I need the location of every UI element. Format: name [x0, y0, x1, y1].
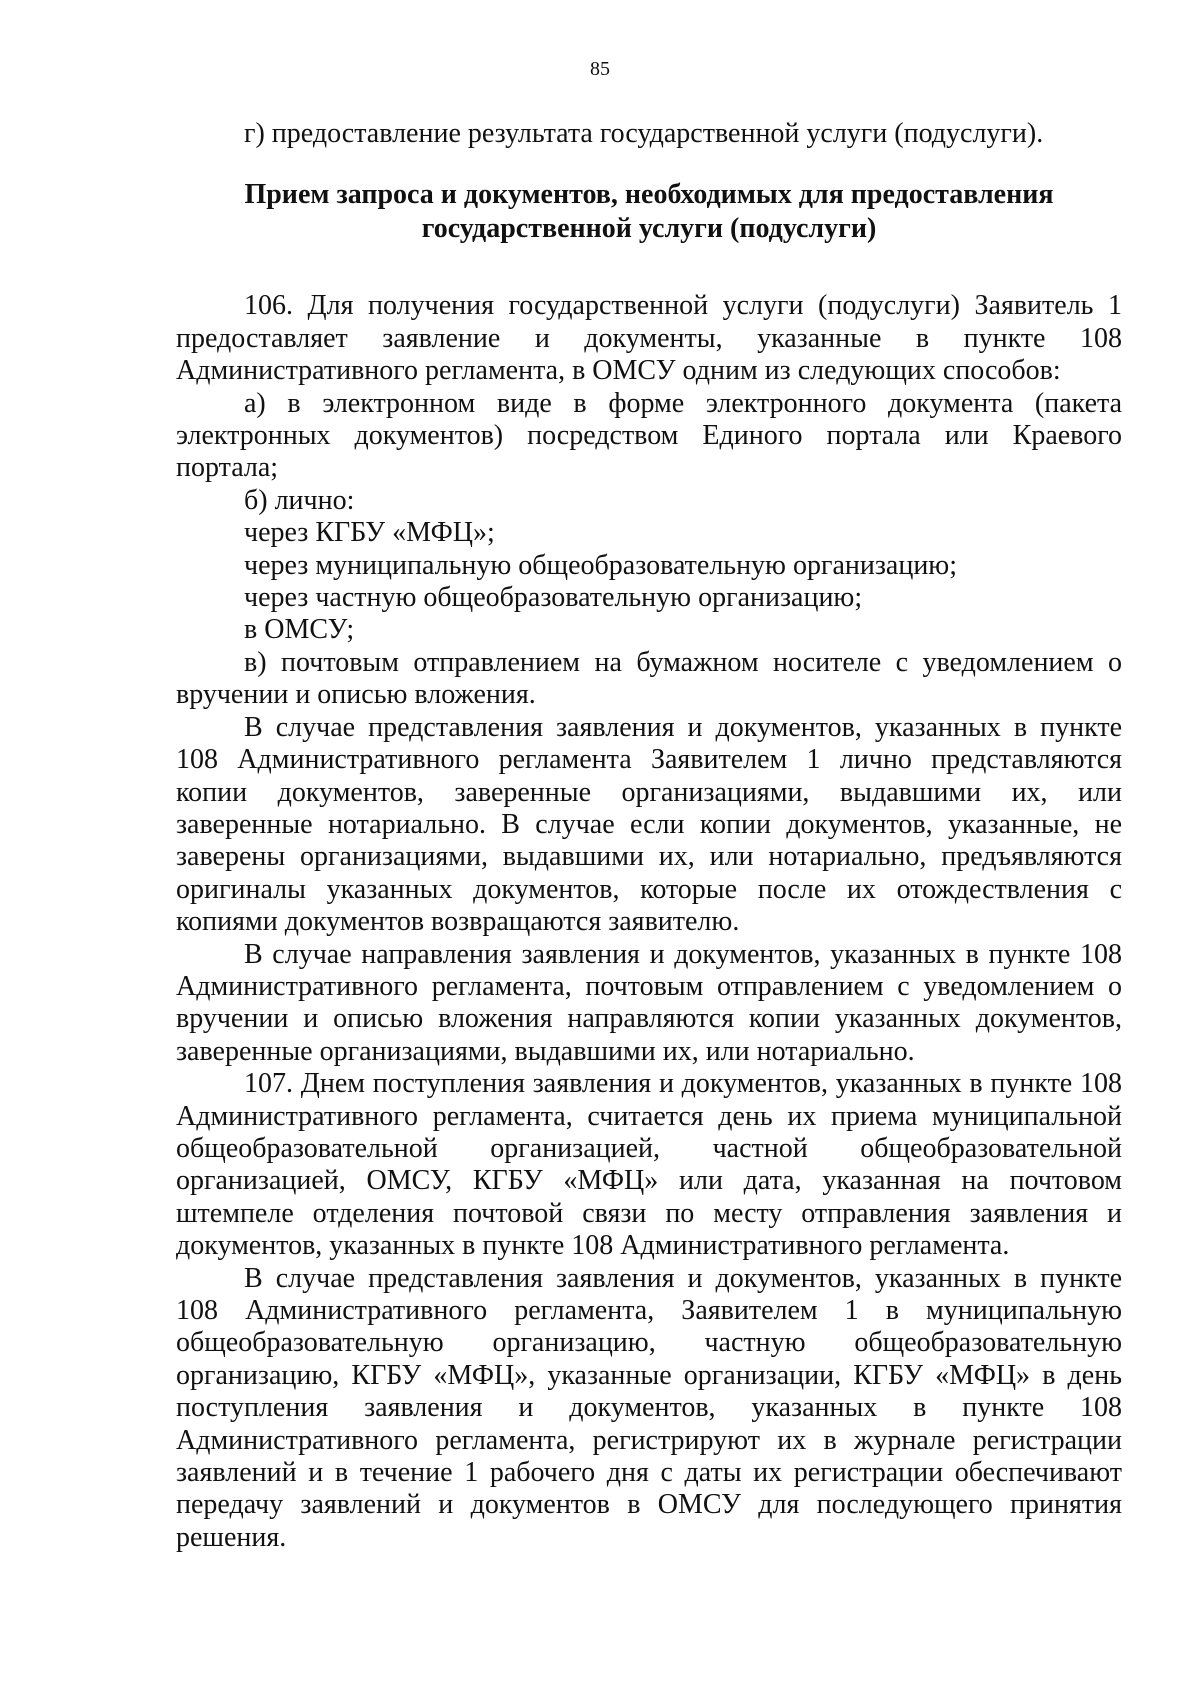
- list-item-private-school: через частную общеобразовательную организацию;: [244, 582, 863, 614]
- list-item-omsu: в ОМСУ;: [244, 614, 355, 646]
- page-number: 85: [590, 58, 610, 80]
- paragraph-106: 106. Для получения государственной услуги (подуслуги) Заявитель 1 предоставляет заявление и документы, указанные в пункте 108 Административного регламента, в ОМСУ одним из следующих способов:: [176, 290, 1122, 387]
- paragraph-personal-submission: В случае представления заявления и документов, указанных в пункте 108 Административного регламента Заявителем 1 лично представляются копии документов, заверенные организациями, выдавшими их, или заверенные нотариально. В случае если копии документов, указанные, не заверены организациями, выдавшими их, или нотариально, предъявляются оригиналы указанных документов, которые после их отождествления с копиями документов возвращаются заявителю.: [176, 711, 1122, 938]
- paragraph-postal-submission: В случае направления заявления и документов, указанных в пункте 108 Административного регламента, почтовым отправлением с уведомлением о вручении и описью вложения направляются копии указанных документов, заверенные организациями, выдавшими их, или нотариально.: [176, 938, 1122, 1067]
- paragraph-option-a: а) в электронном виде в форме электронного документа (пакета электронных документов) посредством Единого портала или Краевого портала;: [176, 387, 1122, 484]
- intro-line: г) предоставление результата государственной услуги (подуслуги).: [244, 118, 1044, 149]
- list-item-municipal-school: через муниципальную общеобразовательную организацию;: [244, 549, 958, 581]
- document-body: [176, 118, 1122, 1554]
- paragraph-107: 107. Днем поступления заявления и документов, указанных в пункте 108 Административного регламента, считается день их приема муниципальной общеобразовательной организацией, частной общеобразовательной организацией, ОМСУ, КГБУ «МФЦ» или дата, указанная на почтовом штемпеле отделения почтовой связи по месту отправления заявления и документов, указанных в пункте 108 Административного регламента.: [176, 1068, 1122, 1262]
- section-heading: Прием запроса и документов, необходимых для предоставления государственной услуги (подуслуги): [244, 179, 1054, 245]
- paragraph-registration: В случае представления заявления и документов, указанных в пункте 108 Административного регламента, Заявителем 1 в муниципальную общеобразовательную организацию, частную общеобразовательную организацию, КГБУ «МФЦ», указанные организации, КГБУ «МФЦ» в день поступления заявления и документов, указанных в пункте 108 Административного регламента, регистрируют их в журнале регистрации заявлений и в течение 1 рабочего дня с даты их регистрации обеспечивают передачу заявлений и документов в ОМСУ для последующего принятия решения.: [176, 1262, 1122, 1553]
- list-item-mfc: через КГБУ «МФЦ»;: [244, 517, 495, 549]
- paragraph-option-b: б) лично:: [244, 484, 355, 516]
- paragraph-option-v: в) почтовым отправлением на бумажном носителе с уведомлением о вручении и описью вложения.: [176, 646, 1122, 711]
